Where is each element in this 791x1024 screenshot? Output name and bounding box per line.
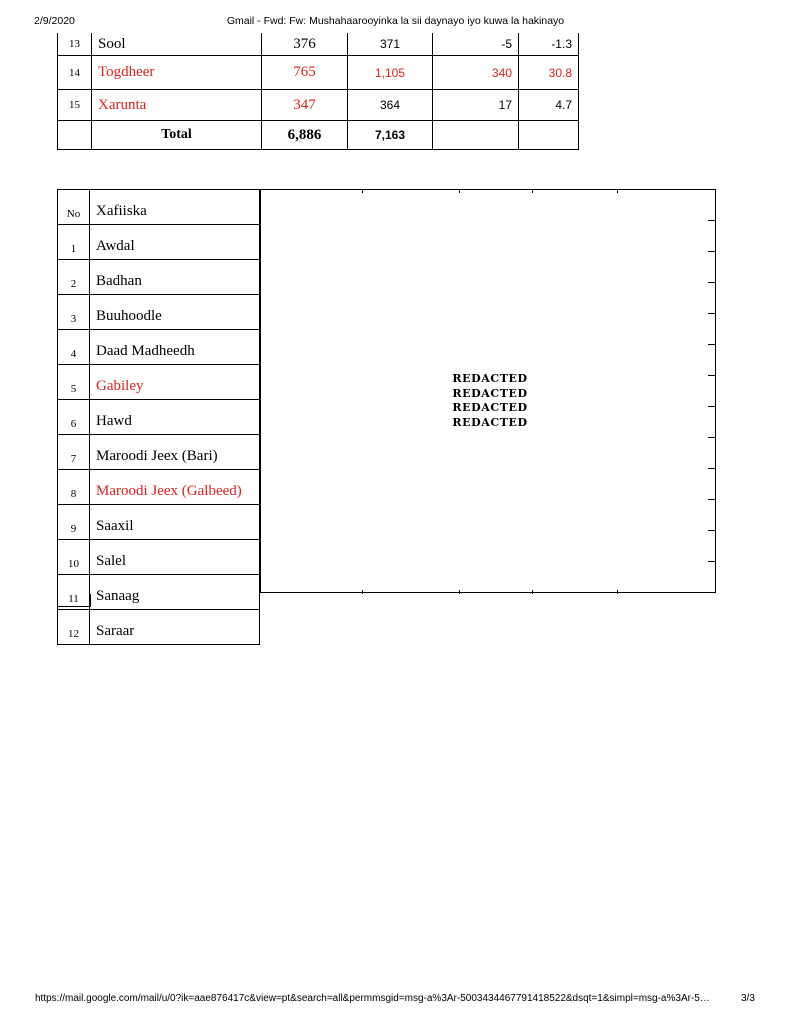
- value-1: 765: [262, 56, 348, 90]
- total-label: Total: [92, 121, 262, 150]
- tick-mark: [459, 590, 460, 594]
- total-value-2: 7,163: [348, 121, 433, 150]
- empty-cell: [519, 121, 579, 150]
- tick-mark: [708, 282, 716, 283]
- offices-table: [57, 189, 260, 645]
- office-name: Sanaag: [90, 575, 260, 610]
- redacted-text: REDACTED: [452, 415, 528, 429]
- redaction-label: [420, 372, 560, 430]
- row-number: 7: [58, 435, 90, 470]
- value-1: 347: [262, 90, 348, 121]
- office-name: Xarunta: [92, 90, 262, 121]
- office-name: Daad Madheedh: [90, 330, 260, 365]
- tick-mark: [532, 590, 533, 594]
- row-number: 6: [58, 400, 90, 435]
- office-name: Awdal: [90, 225, 260, 260]
- row-number: 11: [58, 575, 90, 610]
- tick-mark: [708, 530, 716, 531]
- office-name: Togdheer: [92, 56, 262, 90]
- row-number: 1: [58, 225, 90, 260]
- row-number: 13: [58, 33, 92, 56]
- print-title: Gmail - Fwd: Fw: Mushahaarooyinka la sii daynayo iyo kuwa la hakinayo: [226, 15, 565, 27]
- table-row: [58, 56, 579, 90]
- table-row: [58, 295, 260, 330]
- tick-mark: [708, 468, 716, 469]
- tick-mark: [708, 251, 716, 252]
- value-1: 376: [262, 33, 348, 56]
- office-name: Buuhoodle: [90, 295, 260, 330]
- table-row: [58, 260, 260, 295]
- value-3: 17: [433, 90, 519, 121]
- redacted-text: REDACTED: [452, 401, 528, 414]
- redacted-text: REDACTED: [452, 372, 528, 385]
- tick-mark: [459, 189, 460, 193]
- table-row: [58, 330, 260, 365]
- print-date: 2/9/2020: [34, 15, 75, 27]
- office-name: Badhan: [90, 260, 260, 295]
- table-trailing-cell: [57, 594, 91, 607]
- table-row: [58, 505, 260, 540]
- tick-mark: [708, 499, 716, 500]
- row-number: 5: [58, 365, 90, 400]
- page-number: 3/3: [741, 993, 755, 1004]
- empty-cell: [433, 121, 519, 150]
- tick-mark: [362, 189, 363, 193]
- value-4: 4.7: [519, 90, 579, 121]
- row-number: 9: [58, 505, 90, 540]
- tick-mark: [708, 313, 716, 314]
- table-row: [58, 33, 579, 56]
- table-header-row: [58, 190, 260, 225]
- office-name: Saraar: [90, 610, 260, 645]
- tick-mark: [708, 375, 716, 376]
- value-4: -1.3: [519, 33, 579, 56]
- office-name: Maroodi Jeex (Bari): [90, 435, 260, 470]
- redacted-text: REDACTED: [452, 386, 528, 400]
- value-4: 30.8: [519, 56, 579, 90]
- empty-cell: [58, 121, 92, 150]
- table-row: [58, 365, 260, 400]
- row-number: 8: [58, 470, 90, 505]
- table-row: [58, 225, 260, 260]
- total-row: [58, 121, 579, 150]
- print-url: https://mail.google.com/mail/u/0?ik=aae876417c&view=pt&search=all&permmsgid=msg-a%3Ar-5003434467791418522&dsqt=1&simpl=msg-a%3Ar-5…: [35, 993, 710, 1004]
- row-number: 2: [58, 260, 90, 295]
- tick-mark: [708, 561, 716, 562]
- value-2: 371: [348, 33, 433, 56]
- table-row: [58, 470, 260, 505]
- column-header-office: Xafiiska: [90, 190, 260, 225]
- tick-mark: [708, 406, 716, 407]
- tick-mark: [532, 189, 533, 193]
- office-name: Saaxil: [90, 505, 260, 540]
- tick-mark: [362, 590, 363, 594]
- table-row: [58, 90, 579, 121]
- office-name: Salel: [90, 540, 260, 575]
- row-number: 4: [58, 330, 90, 365]
- office-name: Maroodi Jeex (Galbeed): [90, 470, 260, 505]
- tick-mark: [708, 220, 716, 221]
- row-number: 3: [58, 295, 90, 330]
- value-3: 340: [433, 56, 519, 90]
- table-row: [58, 540, 260, 575]
- value-3: -5: [433, 33, 519, 56]
- total-value-1: 6,886: [262, 121, 348, 150]
- summary-table: [57, 33, 579, 150]
- table-row: [58, 435, 260, 470]
- office-name: Hawd: [90, 400, 260, 435]
- row-number: 15: [58, 90, 92, 121]
- office-name: Gabiley: [90, 365, 260, 400]
- table-row: [58, 610, 260, 645]
- office-name: Sool: [92, 33, 262, 56]
- tick-mark: [617, 189, 618, 193]
- table-row: [58, 400, 260, 435]
- row-number: 14: [58, 56, 92, 90]
- column-header-no: No: [58, 190, 90, 225]
- value-2: 1,105: [348, 56, 433, 90]
- row-number: 10: [58, 540, 90, 575]
- tick-mark: [617, 590, 618, 594]
- tick-mark: [708, 437, 716, 438]
- value-2: 364: [348, 90, 433, 121]
- row-number: 12: [58, 610, 90, 645]
- tick-mark: [708, 344, 716, 345]
